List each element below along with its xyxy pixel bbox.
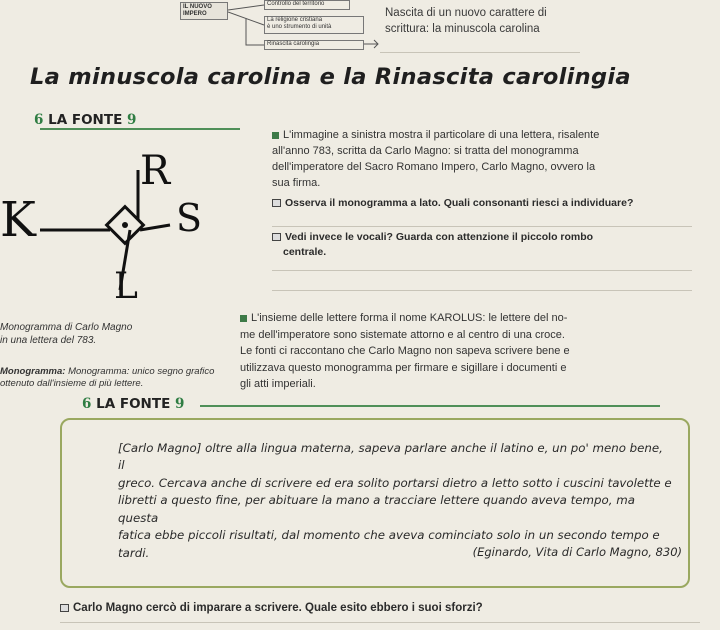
monogram-letter-r: R: [140, 148, 171, 194]
diagram-arrows: [228, 0, 268, 56]
fonte2-quote: [Carlo Magno] oltre alla lingua materna, sapeva parlare anche il latino e, un po' meno bene, il greco. Cercava anche di scrivere ed era solito portarsi dietro a letto sotto i cuscini tavolette e libretti a questo fine, per abituare la mano a tracciare lettere quando aveva tempo, ma questa fatica ebbe piccoli risultati, dal momento che aveva cominciato solo in un secondo tempo e tardi.: [118, 441, 672, 560]
answer-line: [272, 290, 692, 291]
page-title: La minuscola carolina e la Rinascita carolingia: [30, 64, 631, 90]
monogram-letter-k: K: [0, 192, 36, 248]
open-quote-icon: 6: [82, 396, 92, 412]
concept-diagram: [180, 0, 380, 56]
side-note-underline: [380, 52, 580, 53]
question-icon: [272, 199, 281, 207]
open-quote-icon: 6: [34, 112, 44, 128]
close-quote-icon: 9: [127, 112, 137, 128]
monogram-letter-s: S: [176, 196, 203, 240]
diagram-arrow-right: [364, 36, 380, 52]
task-vocali: Vedi invece le vocali? Guarda con attenzione il piccolo rombo centrale.: [272, 230, 712, 259]
diagram-box-controllo: Controllo del territorio: [264, 0, 350, 10]
monogram-image: [0, 130, 240, 315]
final-task: Carlo Magno cercò di imparare a scrivere. Quale esito ebbero i suoi sforzi?: [60, 600, 700, 616]
monogram-letter-l: L: [114, 266, 138, 307]
fonte1-paragraph: L'immagine a sinistra mostra il particolare di una lettera, risalente all'anno 783, scritta da Carlo Magno: si tratta del monogramma dell'imperatore del Sacro Romano Impero, Carlo Magno, ovvero la sua firma.: [272, 129, 600, 189]
question-icon: [272, 233, 281, 241]
diagram-box-religione: La religione cristiana è uno strumento di unità: [264, 16, 364, 34]
bullet-square-icon: [240, 315, 247, 322]
task-consonanti: Osserva il monogramma a lato. Quali consonanti riesci a individuare?: [272, 196, 712, 211]
fonte-header-1: 6 LA FONTE 9: [34, 112, 137, 128]
monogram-caption: Monogramma di Carlo Magno in una lettera del 783.: [0, 322, 133, 346]
answer-line: [272, 270, 692, 271]
side-note: Nascita di un nuovo carattere di scrittura: la minuscola carolina: [385, 7, 547, 35]
monogram-definition: Monogramma: Monogramma: unico segno grafico ottenuto dall'insieme di più lettere.: [0, 366, 215, 389]
definition-text: Monogramma: unico segno grafico: [68, 366, 215, 377]
fonte-header-2-rule: [200, 405, 660, 407]
answer-line: [60, 622, 700, 623]
question-icon: [60, 604, 69, 612]
fonte-header-2: 6 LA FONTE 9: [78, 396, 188, 412]
bullet-square-icon: [272, 132, 279, 139]
fonte2-citation: (Eginardo, Vita di Carlo Magno, 830): [472, 545, 682, 559]
fonte1-paragraph-2: L'insieme delle lettere forma il nome KAROLUS: le lettere del no- me dell'imperatore sono sistemate attorno e al centro di una croce. Le fonti ci raccontano che Carlo Magno non sapeva scrivere bene e utilizzava questo monogramma per firmare e sigillare i documenti e gli atti imperiali.: [240, 312, 570, 390]
answer-line: [272, 226, 692, 227]
close-quote-icon: 9: [175, 396, 185, 412]
diagram-box-rinascita: Rinascita carolingia: [264, 40, 364, 50]
diagram-box-nuovo-impero: IL NUOVO IMPERO: [180, 2, 228, 20]
